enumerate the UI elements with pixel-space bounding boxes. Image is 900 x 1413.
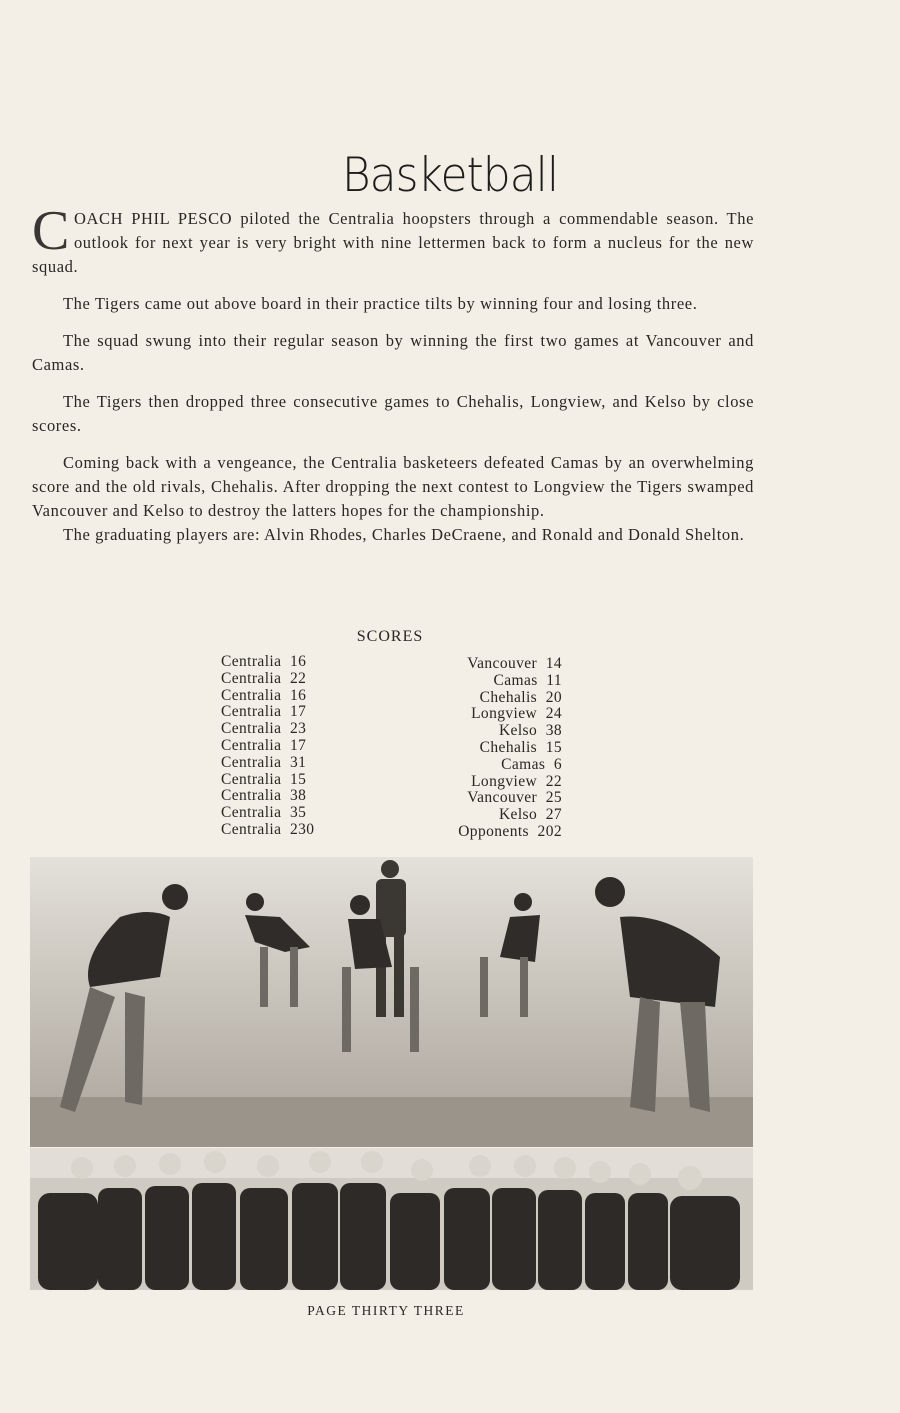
paragraph-graduates: The graduating players are: Alvin Rhodes, Charles DeCraene, and Ronald and Donald Shelton. xyxy=(63,525,745,544)
article-body xyxy=(32,200,754,560)
intro-paragraph xyxy=(32,200,754,279)
drop-cap: C xyxy=(32,200,70,262)
score-row: Chehalis 20 xyxy=(479,688,562,706)
scores-heading: SCORES xyxy=(356,628,424,645)
centralia-scores-column xyxy=(221,654,314,839)
paragraph-opening-games: The squad swung into their regular season by winning the first two games at Vancouver and Camas. xyxy=(32,331,754,374)
opponent-scores-column xyxy=(420,656,562,841)
score-row: Centralia 38 xyxy=(221,787,307,805)
score-row: Centralia 22 xyxy=(221,669,307,687)
score-row: Kelso 38 xyxy=(498,722,562,740)
score-row: Longview 24 xyxy=(471,705,562,723)
score-row: Kelso 27 xyxy=(498,806,562,824)
score-row: Centralia 35 xyxy=(221,804,307,822)
score-total-row: Centralia 230 xyxy=(221,820,315,838)
score-row: Centralia 17 xyxy=(221,703,307,721)
score-row: Centralia 17 xyxy=(221,736,307,754)
score-row: Chehalis 15 xyxy=(479,738,562,756)
score-row: Centralia 15 xyxy=(221,770,307,788)
paragraph-comeback: Coming back with a vengeance, the Centralia basketeers defeated Camas by an overwhelming score and the old rivals, Chehalis. After dropping the next contest to Longview the Tigers swamped Vancouver and Kelso to destroy the latters hopes for the championship. xyxy=(32,453,754,520)
score-row: Centralia 23 xyxy=(221,720,307,738)
team-photo xyxy=(30,1148,753,1290)
page-number: PAGE THIRTY THREE xyxy=(307,1303,465,1318)
score-row: Centralia 16 xyxy=(221,686,307,704)
intro-text: OACH PHIL PESCO piloted the Centralia hoopsters through a commendable season. The outlook for next year is very bright with nine lettermen back to form a nucleus for the new squad. xyxy=(32,209,754,276)
action-photo xyxy=(30,857,753,1147)
score-total-row: Opponents 202 xyxy=(458,822,562,840)
score-row: Vancouver 14 xyxy=(467,655,562,672)
page-title: Basketball xyxy=(341,147,559,204)
score-row: Centralia 16 xyxy=(221,653,307,670)
paragraph-practice: The Tigers came out above board in their practice tilts by winning four and losing three. xyxy=(63,294,698,313)
paragraph-losses: The Tigers then dropped three consecutive games to Chehalis, Longview, and Kelso by close scores. xyxy=(32,392,754,435)
score-row: Centralia 31 xyxy=(221,753,307,771)
score-row: Vancouver 25 xyxy=(467,789,562,807)
score-row: Longview 22 xyxy=(471,772,562,790)
score-row: Camas 6 xyxy=(501,755,562,773)
score-row: Camas 11 xyxy=(493,671,562,689)
